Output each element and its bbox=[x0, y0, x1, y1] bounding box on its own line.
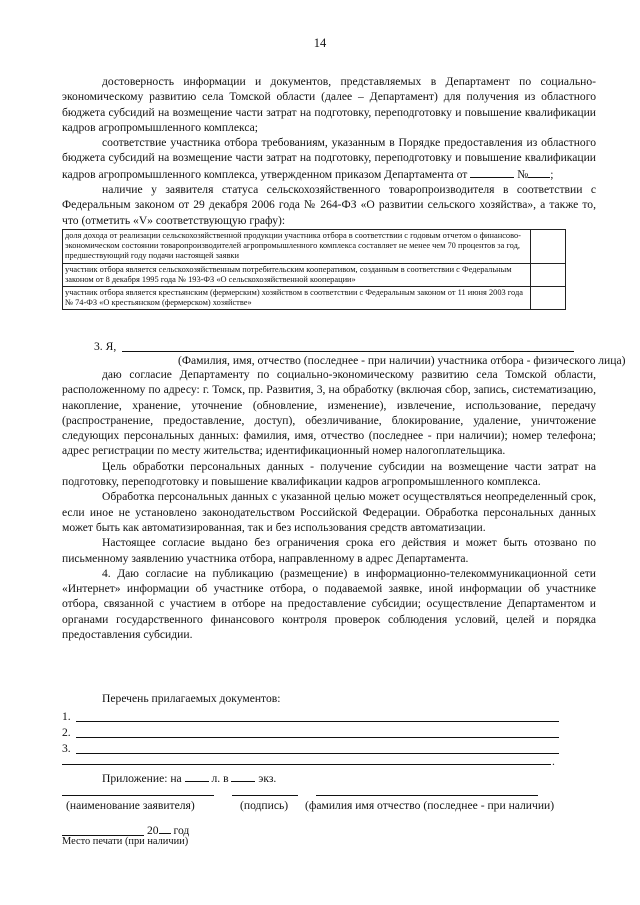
choice-text-1: доля дохода от реализации сельскохозяйственной продукции участника отбора в соответствии с годовым отчетом о финансово-экономическом состоянии товаропроизводителей агропромышленного комплекса составляет не менее чем 70 процентов за год, предшествующий году подачи настоящей заявки bbox=[63, 229, 531, 263]
choice-row bbox=[63, 263, 566, 286]
section3-label: 3. Я, bbox=[94, 340, 117, 353]
intro-block bbox=[62, 74, 596, 310]
document-extra-field[interactable] bbox=[62, 764, 551, 765]
document-item-3-field[interactable] bbox=[76, 753, 559, 754]
status-paragraph: наличие у заявителя статуса сельскохозяйственного товаропроизводителя в соответствии с Федеральным законом от 29 декабря 2006 года № 264-ФЗ «О развитии сельского хозяйства», а также то, что (отметить «V» соответствующую графу): bbox=[62, 183, 596, 227]
stamp-place: Место печати (при наличии) bbox=[62, 836, 189, 847]
appendix-pages-field[interactable] bbox=[185, 770, 209, 782]
appendix-suffix: экз. bbox=[258, 772, 277, 785]
choice-table bbox=[62, 229, 566, 310]
compliance-end: ; bbox=[550, 167, 554, 181]
documents-title: Перечень прилагаемых документов: bbox=[102, 692, 281, 705]
choice-text-3: участник отбора является крестьянским (фермерским) хозяйством в соответствии с Федеральным законом от 11 июня 2003 года № 74-ФЗ «О крестьянском (фермерском) хозяйстве» bbox=[63, 286, 531, 309]
document-item-2-label: 2. bbox=[62, 726, 71, 739]
document-item-1-label: 1. bbox=[62, 710, 71, 723]
processing-paragraph: Обработка персональных данных с указанной целью может осуществляться неопределенный срок, если иное не установлено законодательством Российской Федерации. Обработка персональных данных может быть как автоматизированная, так и без использования средств автоматизации. bbox=[62, 490, 596, 534]
date-year-field[interactable] bbox=[159, 822, 171, 834]
applicant-name-field[interactable] bbox=[122, 351, 574, 352]
date-year-suffix: год bbox=[173, 824, 190, 837]
choice-checkbox-3[interactable] bbox=[531, 286, 566, 309]
reliability-paragraph: достоверность информации и документов, представляемых в Департамент по социально-экономическому развитию села Томской области (далее – Департамент) для получения из областного бюджета субсидий на возмещение части затрат на подготовку, переподготовку и повышение квалификации кадров агропромышленного комплекса; bbox=[62, 75, 596, 134]
purpose-paragraph: Цель обработки персональных данных - получение субсидии на возмещение части затрат на подготовку, переподготовку и повышение квалификации кадров агропромышленного комплекса. bbox=[62, 459, 596, 489]
choice-checkbox-2[interactable] bbox=[531, 263, 566, 286]
signature-field[interactable] bbox=[232, 795, 298, 796]
choice-row bbox=[63, 229, 566, 263]
applicant-title-caption: (наименование заявителя) bbox=[66, 799, 195, 812]
documents-end-dot: . bbox=[552, 755, 555, 768]
appendix-middle: л. в bbox=[211, 772, 229, 785]
order-no-label: № bbox=[517, 167, 529, 181]
signer-fio-field[interactable] bbox=[316, 795, 538, 796]
document-item-3-label: 3. bbox=[62, 742, 71, 755]
compliance-paragraph bbox=[62, 135, 596, 182]
date-year-prefix: 20 bbox=[147, 824, 159, 837]
applicant-name-caption: (Фамилия, имя, отчество (последнее - при наличии) участника отбора - физического лица) bbox=[178, 354, 626, 367]
choice-checkbox-1[interactable] bbox=[531, 229, 566, 263]
document-item-2-field[interactable] bbox=[76, 737, 559, 738]
appendix-copies-field[interactable] bbox=[231, 770, 255, 782]
document-item-1-field[interactable] bbox=[76, 721, 559, 722]
choice-text-2: участник отбора является сельскохозяйственным потребительским кооперативом, созданным в соответствии с Федеральным законом от 8 декабря 1995 года № 193-ФЗ «О сельскохозяйственной кооперации» bbox=[63, 263, 531, 286]
consent-paragraph: даю согласие Департаменту по социально-экономическому развитию села Томской области, расположенному по адресу: г. Томск, пр. Развития, 3, на обработку (включая сбор, запись, систематизацию, накопление, хранение, уточнение (обновление, изменение), извлечение, использование, передачу (распространение, предоставление, доступ), обезличивание, блокирование, удаление, уничтожение следующих персональных данных: фамилия, имя, отчество (последнее - при наличии); номер телефона; адрес регистрации по месту жительства; идентификационный номер налогоплательщика. bbox=[62, 368, 596, 458]
page-number: 14 bbox=[313, 36, 327, 50]
appendix-line bbox=[102, 770, 276, 785]
publication-paragraph: 4. Даю согласие на публикацию (размещение) в информационно-телекоммуникационной сети «Интернет» информации об участнике отбора, о подаваемой заявке, иной информации об участнике отбора, связанной с участием в отборе на предоставление субсидии; осуществление Департаментом и органами государственного финансового контроля проверок соблюдения условий, целей и порядка предоставления субсидии. bbox=[62, 566, 596, 642]
applicant-title-field[interactable] bbox=[62, 795, 214, 796]
date-year-line bbox=[147, 822, 189, 837]
section3-block bbox=[62, 367, 596, 642]
choice-row bbox=[63, 286, 566, 309]
compliance-text: соответствие участника отбора требованиям, указанным в Порядке предоставления из областного бюджета субсидий на возмещение части затрат на подготовку, переподготовку и повышение квалификации кадров агропромышленного комплекса, утвержденном приказом Департамента от bbox=[62, 136, 596, 181]
appendix-prefix: Приложение: на bbox=[102, 772, 182, 785]
order-date-field[interactable] bbox=[470, 166, 514, 178]
order-number-field[interactable] bbox=[528, 166, 550, 178]
signer-fio-caption: (фамилия имя отчество (последнее - при наличии) bbox=[305, 799, 555, 812]
validity-paragraph: Настоящее согласие выдано без ограничения срока его действия и может быть отозвано по письменному заявлению участника отбора, направленному в адрес Департамента. bbox=[62, 536, 596, 565]
signature-caption: (подпись) bbox=[240, 799, 289, 812]
